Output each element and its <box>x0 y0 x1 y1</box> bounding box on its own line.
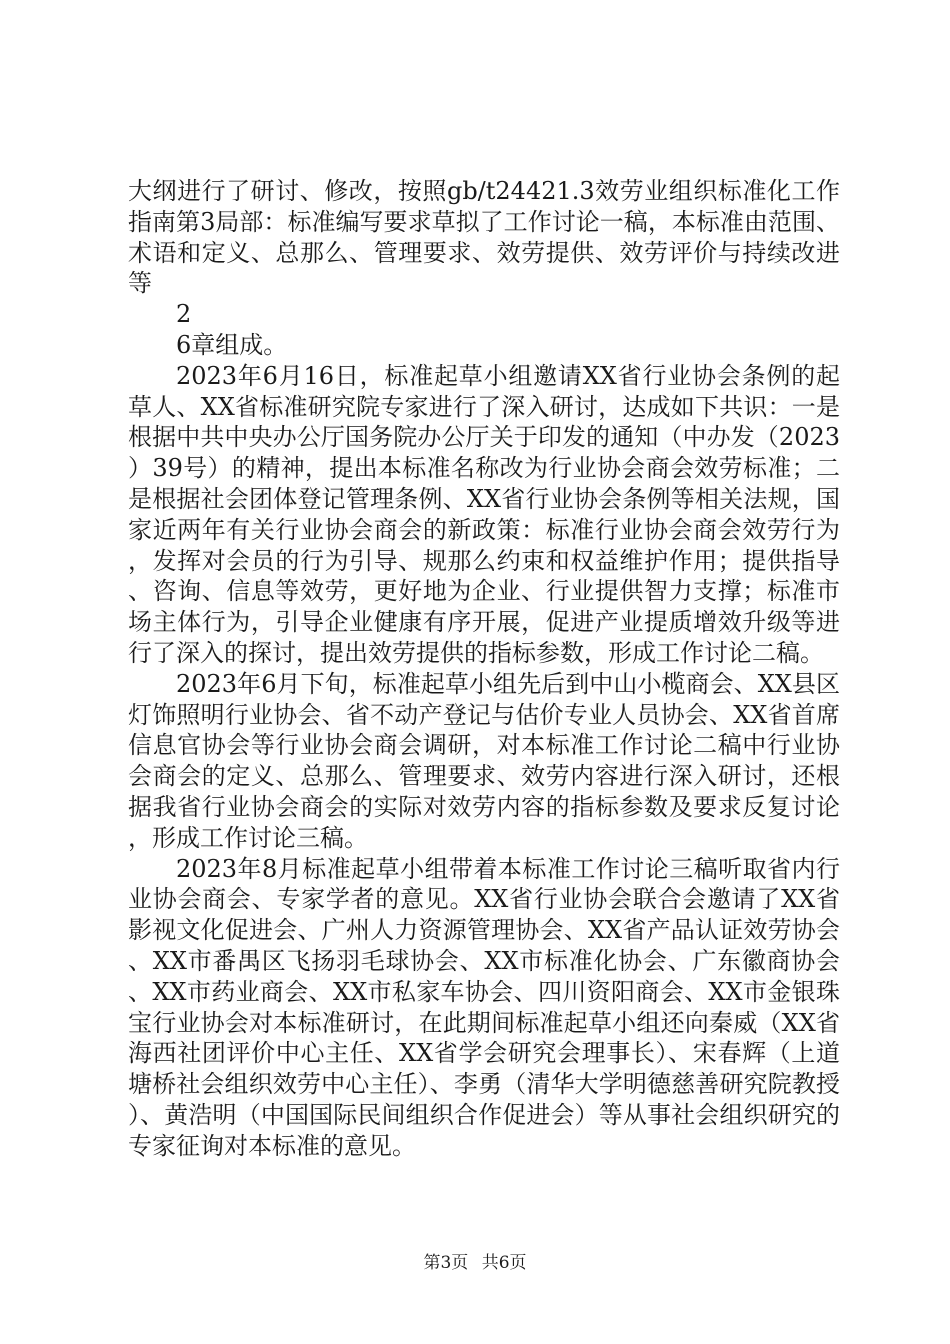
page-footer <box>0 1248 950 1273</box>
paragraph-page-number-fragment: 2 <box>176 300 192 329</box>
paragraph-august-consultation: 2023年8月标准起草小组带着本标准工作讨论三稿听取省内行业协会商会、专家学者的意见。XX省行业协会联合会邀请了XX省影视文化促进会、广州人力资源管理协会、XX省产品认证效劳协会、XX市番禺区飞扬羽毛球协会、XX市标准化协会、广东徽商协会、XX市药业商会、XX市私家车协会、四川资阳商会、XX市金银珠宝行业协会对本标准研讨，在此期间标准起草小组还向秦威（XX省海西社团评价中心主任、XX省学会研究会理事长）、宋春辉（上道塘桥社会组织效劳中心主任）、李勇（清华大学明德慈善研究院教授）、黄浩明（中国国际民间组织合作促进会）等从事社会组织研究的专家征询对本标准的意见。 <box>128 854 840 1160</box>
paragraph-continuation: 大纲进行了研讨、修改，按照gb/t24421.3效劳业组织标准化工作指南第3局部：标准编写要求草拟了工作讨论一稿，本标准由范围、术语和定义、总那么、管理要求、效劳提供、效劳评价与持续改进等 <box>128 177 840 298</box>
document-body <box>128 176 840 1162</box>
page-number-label: 第3页 <box>423 1253 469 1273</box>
paragraph-chapter-count: 6章组成。 <box>176 330 288 359</box>
paragraph-june-16-meeting: 2023年6月16日，标准起草小组邀请XX省行业协会条例的起草人、XX省标准研究院专家进行了深入研讨，达成如下共识：一是根据中共中央办公厅国务院办公厅关于印发的通知（中办发（2023）39号）的精神，提出本标准名称改为行业协会商会效劳标准；二是根据社会团体登记管理条例、XX省行业协会条例等相关法规，国家近两年有关行业协会商会的新政策：标准行业协会商会效劳行为，发挥对会员的行为引导、规那么约束和权益维护作用；提供指导、咨询、信息等效劳，更好地为企业、行业提供智力支撑；标准市场主体行为，引导企业健康有序开展，促进产业提质增效升级等进行了深入的探讨，提出效劳提供的指标参数，形成工作讨论二稿。 <box>128 361 840 667</box>
page-total-label: 共6页 <box>481 1253 527 1273</box>
paragraph-late-june-survey: 2023年6月下旬，标准起草小组先后到中山小榄商会、XX县区灯饰照明行业协会、省不动产登记与估价专业人员协会、XX省首席信息官协会等行业协会商会调研，对本标准工作讨论二稿中行业协会商会的定义、总那么、管理要求、效劳内容进行深入研讨，还根据我省行业协会商会的实际对效劳内容的指标参数及要求反复讨论，形成工作讨论三稿。 <box>128 669 840 852</box>
